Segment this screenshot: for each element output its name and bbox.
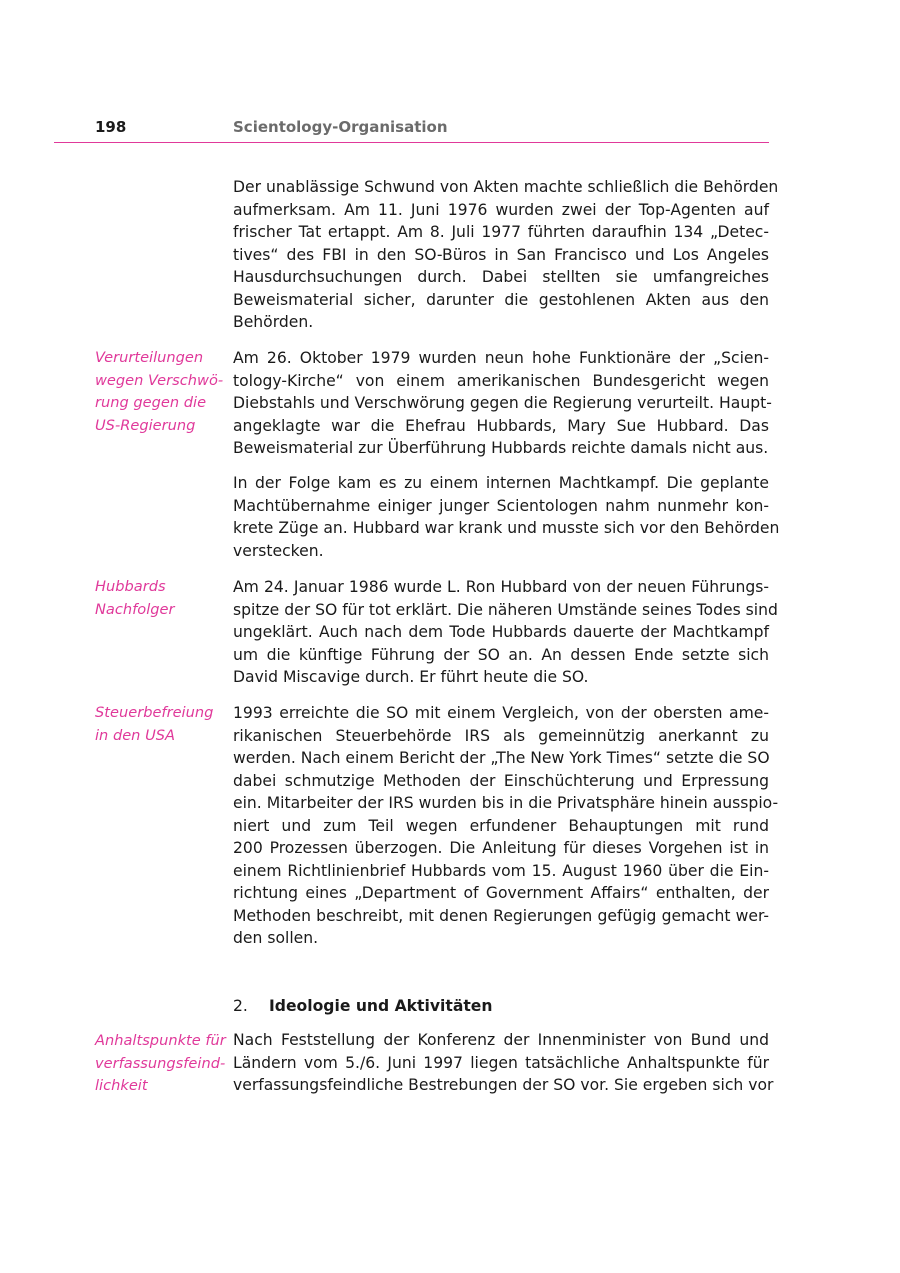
- text-line: Beweismaterial sicher, darunter die gestohlenen Akten aus den: [233, 290, 769, 309]
- text-line: Diebstahls und Verschwörung gegen die Regierung verurteilt. Haupt-: [233, 394, 772, 412]
- text-line: um die künftige Führung der SO an. An dessen Ende setzte sich: [233, 645, 769, 664]
- text-line: Beweismaterial zur Überführung Hubbards reichte damals nicht aus.: [233, 439, 769, 457]
- margin-note-line: Verurteilungen: [95, 349, 204, 366]
- text-line: tives“ des FBI in den SO-Büros in San Francisco und Los Angeles: [233, 245, 769, 264]
- margin-note-verurteilungen: [95, 347, 225, 437]
- text-line: rikanischen Steuerbehörde IRS als gemeinnützig anerkannt zu: [233, 726, 769, 745]
- text-line: David Miscavige durch. Er führt heute die SO.: [233, 668, 589, 686]
- paragraph-machtkampf: [233, 472, 780, 562]
- text-line: Behörden.: [233, 313, 314, 331]
- text-line: Hausdurchsuchungen durch. Dabei stellten sie umfangreiches: [233, 268, 769, 286]
- text-line: ein. Mitarbeiter der IRS wurden bis in die Privatsphäre hinein ausspio-: [233, 794, 779, 812]
- text-line: Nach Feststellung der Konferenz der Innenminister von Bund und: [233, 1031, 769, 1049]
- margin-note-line: Hubbards: [95, 578, 166, 595]
- margin-note-line: wegen Verschwö-: [95, 371, 224, 389]
- text-line: ungeklärt. Auch nach dem Tode Hubbards dauerte der Machtkampf: [233, 623, 769, 641]
- text-line: verstecken.: [233, 541, 324, 560]
- text-line: 1993 erreichte die SO mit einem Vergleich, von der obersten ame-: [233, 704, 769, 722]
- margin-note-line: Steuerbefreiung: [95, 704, 214, 721]
- text-line: tology-Kirche“ von einem amerikanischen Bundesgericht wegen: [233, 371, 769, 390]
- text-line: Am 26. Oktober 1979 wurden neun hohe Funktionäre der „Scien-: [233, 349, 769, 367]
- text-line: 200 Prozessen überzogen. Die Anleitung für dieses Vorgehen ist in: [233, 839, 769, 857]
- paragraph-aktenschwund: [233, 176, 779, 334]
- text-line: den sollen.: [233, 929, 319, 947]
- margin-note-line: US-Regierung: [95, 416, 196, 434]
- margin-note-line: Anhaltspunkte für: [95, 1032, 226, 1049]
- text-line: Am 24. Januar 1986 wurde L. Ron Hubbard von der neuen Führungs-: [233, 578, 769, 596]
- text-line: Methoden beschreibt, mit denen Regierungen gefügig gemacht wer-: [233, 906, 769, 925]
- text-line: Ländern vom 5./6. Juni 1997 liegen tatsächliche Anhaltspunkte für: [233, 1053, 769, 1072]
- text-line: spitze der SO für tot erklärt. Die näheren Umstände seines Todes sind: [233, 600, 778, 619]
- text-line: werden. Nach einem Bericht der „The New York Times“ setzte die SO: [233, 749, 770, 767]
- text-line: aufmerksam. Am 11. Juni 1976 wurden zwei der Top-Agenten auf: [233, 200, 769, 219]
- paragraph-steuerbefreiung: [233, 702, 779, 950]
- running-head: Scientology-Organisation: [233, 118, 448, 136]
- margin-note-line: lichkeit: [95, 1077, 148, 1094]
- paragraph-verurteilungen: [233, 347, 772, 460]
- margin-note-nachfolger: [95, 576, 225, 621]
- margin-note-line: rung gegen die: [95, 394, 207, 411]
- margin-note-line: Nachfolger: [95, 600, 175, 618]
- text-line: frischer Tat ertappt. Am 8. Juli 1977 führten daraufhin 134 „Detec-: [233, 223, 769, 241]
- text-line: In der Folge kam es zu einem internen Machtkampf. Die geplante: [233, 474, 769, 492]
- section-title: Ideologie und Aktivitäten: [269, 997, 493, 1015]
- margin-note-anhaltspunkte: [95, 1030, 225, 1098]
- paragraph-anhaltspunkte: [233, 1029, 774, 1097]
- text-line: richtung eines „Department of Government Affairs“ enthalten, der: [233, 884, 769, 902]
- text-line: krete Züge an. Hubbard war krank und musste sich vor den Behörden: [233, 519, 780, 537]
- text-line: verfassungsfeindliche Bestrebungen der SO vor. Sie ergeben sich vor: [233, 1076, 774, 1094]
- margin-note-line: verfassungsfeind-: [95, 1054, 226, 1072]
- text-line: niert und zum Teil wegen erfundener Behauptungen mit rund: [233, 816, 769, 835]
- section-heading: [233, 995, 492, 1018]
- page-number: 198: [95, 118, 127, 136]
- text-line: Machtübernahme einiger junger Scientologen nahm nunmehr kon-: [233, 496, 769, 515]
- text-line: angeklagte war die Ehefrau Hubbards, Mary Sue Hubbard. Das: [233, 416, 769, 435]
- paragraph-nachfolger: [233, 576, 778, 689]
- header-rule: [54, 142, 769, 143]
- text-line: einem Richtlinienbrief Hubbards vom 15. August 1960 über die Ein-: [233, 861, 769, 880]
- margin-note-steuerbefreiung: [95, 702, 225, 747]
- section-number: 2.: [233, 997, 248, 1015]
- text-line: Der unablässige Schwund von Akten machte schließlich die Behörden: [233, 178, 779, 196]
- text-line: dabei schmutzige Methoden der Einschüchterung und Erpressung: [233, 771, 769, 790]
- margin-note-line: in den USA: [95, 726, 176, 744]
